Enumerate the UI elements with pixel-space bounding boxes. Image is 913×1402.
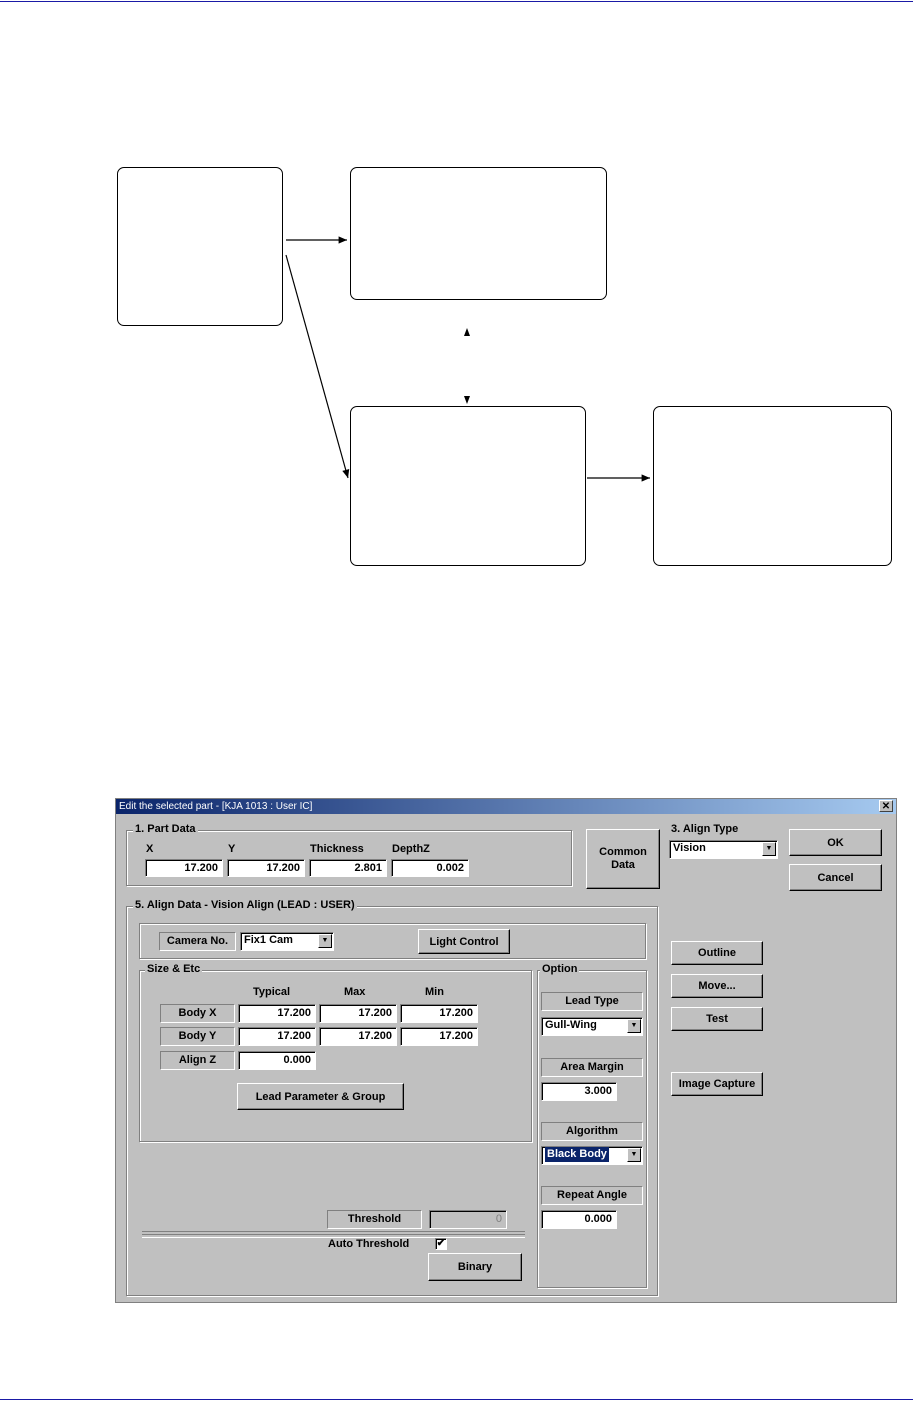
auto-threshold-label: Auto Threshold <box>328 1238 410 1250</box>
body-x-min-field[interactable]: 17.200 <box>400 1004 478 1023</box>
body-x-typical-field[interactable]: 17.200 <box>238 1004 316 1023</box>
close-icon[interactable]: ✕ <box>879 800 893 812</box>
ok-button[interactable]: OK <box>789 829 882 856</box>
align-z-field[interactable]: 0.000 <box>238 1051 316 1070</box>
part-thickness-header: Thickness <box>310 843 364 855</box>
arrowhead-up <box>464 328 470 336</box>
threshold-label: Threshold <box>327 1210 422 1229</box>
repeat-angle-label: Repeat Angle <box>541 1186 643 1205</box>
align-type-select[interactable] <box>669 840 778 859</box>
auto-threshold-checkbox[interactable]: ✔ <box>436 1238 446 1249</box>
part-thickness-field[interactable]: 2.801 <box>309 859 387 877</box>
size-etc-label: Size & Etc <box>147 963 201 975</box>
body-y-label: Body Y <box>160 1027 235 1046</box>
arrowhead-down <box>464 396 470 404</box>
body-y-max-field[interactable]: 17.200 <box>319 1027 397 1046</box>
align-type-label: 3. Align Type <box>671 823 739 835</box>
edit-part-dialog <box>115 798 897 1303</box>
part-depthz-field[interactable]: 0.002 <box>391 859 469 877</box>
algorithm-select[interactable] <box>541 1146 643 1165</box>
lead-type-value: Gull-Wing <box>545 1019 597 1031</box>
typical-header: Typical <box>253 986 291 998</box>
body-y-typical-field[interactable]: 17.200 <box>238 1027 316 1046</box>
common-data-line2: Data <box>611 859 635 871</box>
lead-parameter-group-button[interactable]: Lead Parameter & Group <box>237 1083 404 1110</box>
algorithm-label: Algorithm <box>541 1122 643 1141</box>
threshold-field: 0 <box>429 1210 507 1229</box>
image-capture-button[interactable]: Image Capture <box>671 1072 763 1096</box>
common-data-button[interactable] <box>586 829 660 889</box>
body-y-min-field[interactable]: 17.200 <box>400 1027 478 1046</box>
camera-select[interactable] <box>240 932 334 951</box>
body-x-label: Body X <box>160 1004 235 1023</box>
outline-button[interactable]: Outline <box>671 941 763 965</box>
camera-value: Fix1 Cam <box>244 934 293 946</box>
body-x-max-field[interactable]: 17.200 <box>319 1004 397 1023</box>
algorithm-value: Black Body <box>547 1148 607 1160</box>
align-data-label: 5. Align Data - Vision Align (LEAD : USER) <box>135 899 355 911</box>
area-margin-label: Area Margin <box>541 1058 643 1077</box>
lead-type-label: Lead Type <box>541 992 643 1011</box>
option-label: Option <box>542 963 578 975</box>
max-header: Max <box>344 986 366 998</box>
part-y-field[interactable]: 17.200 <box>227 859 305 877</box>
arrow-box1-to-box3 <box>286 255 348 478</box>
diagram-arrows <box>0 0 913 620</box>
camera-no-label: Camera No. <box>159 932 236 951</box>
part-x-field[interactable]: 17.200 <box>145 859 223 877</box>
footer-rule <box>0 1399 913 1400</box>
part-depthz-header: DepthZ <box>392 843 430 855</box>
chevron-down-icon[interactable]: ▼ <box>627 1019 641 1033</box>
light-control-button[interactable]: Light Control <box>418 929 510 954</box>
chevron-down-icon[interactable]: ▼ <box>318 934 332 948</box>
lead-type-select[interactable] <box>541 1017 643 1036</box>
area-margin-field[interactable]: 3.000 <box>541 1082 617 1101</box>
part-data-label: 1. Part Data <box>135 823 196 835</box>
part-x-header: X <box>146 843 154 855</box>
move-button[interactable]: Move... <box>671 974 763 998</box>
common-data-line1: Common <box>599 846 647 858</box>
dialog-titlebar <box>116 799 896 814</box>
align-z-label: Align Z <box>160 1051 235 1070</box>
test-button[interactable]: Test <box>671 1007 763 1031</box>
repeat-angle-field[interactable]: 0.000 <box>541 1210 617 1229</box>
part-data-group <box>126 830 572 886</box>
min-header: Min <box>425 986 444 998</box>
part-y-header: Y <box>228 843 236 855</box>
cancel-button[interactable]: Cancel <box>789 864 882 891</box>
binary-button[interactable]: Binary <box>428 1253 522 1281</box>
dialog-title: Edit the selected part - [KJA 1013 : User IC] <box>119 801 313 812</box>
chevron-down-icon[interactable]: ▼ <box>762 842 776 856</box>
chevron-down-icon[interactable]: ▼ <box>627 1148 641 1162</box>
align-type-value: Vision <box>673 842 706 854</box>
